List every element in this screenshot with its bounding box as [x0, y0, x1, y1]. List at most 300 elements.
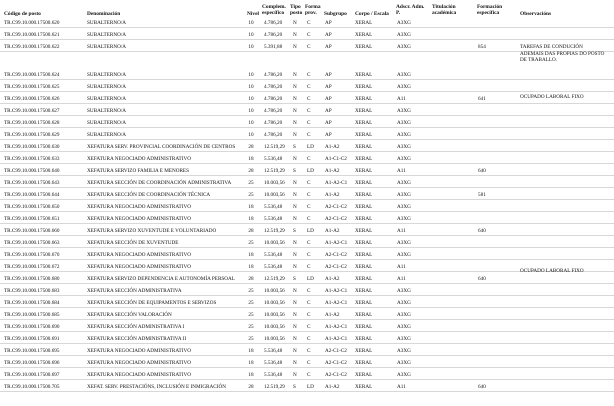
row-body: XERAL — [355, 384, 373, 390]
row-denomination: SUBALTERNO/A — [87, 32, 127, 38]
row-subgroup: A1-A2 — [325, 312, 340, 318]
row-adscription: A3XG — [397, 240, 411, 246]
row-code: TR.C99.10.000.17500.627 — [4, 108, 60, 114]
row-complement: 5.536,48 — [264, 348, 283, 354]
row-provision: C — [307, 336, 311, 342]
row-adscription: A3XG — [397, 108, 411, 114]
table-row — [0, 251, 614, 260]
row-complement: 4.786,20 — [264, 20, 283, 26]
table-row — [0, 371, 614, 380]
row-provision: C — [307, 20, 311, 26]
row-adscription: A3XG — [397, 180, 411, 186]
row-complement: 5.536,48 — [264, 252, 283, 258]
row-code: TR.C99.10.000.17500.624 — [4, 72, 60, 78]
row-body: XERAL — [355, 32, 373, 38]
row-complement: 10.003,56 — [264, 192, 285, 198]
row-complement: 4.786,20 — [264, 120, 283, 126]
row-complement: 5.536,48 — [264, 216, 283, 222]
row-provision: C — [307, 312, 311, 318]
row-subgroup: A2-C1-C2 — [325, 348, 347, 354]
row-level: 28 — [248, 276, 254, 282]
row-code: TR.C99.10.000.17500.660 — [4, 228, 60, 234]
row-type: N — [293, 180, 297, 186]
row-provision: C — [307, 216, 311, 222]
header-complemento: Complem. específico — [262, 4, 286, 16]
row-complement: 4.786,20 — [264, 32, 283, 38]
row-complement: 10.003,56 — [264, 324, 285, 330]
row-subgroup: A1-A2 — [325, 144, 340, 150]
row-provision: C — [307, 44, 311, 50]
table-row — [0, 19, 614, 28]
row-code: TR.C99.10.000.17500.625 — [4, 84, 60, 90]
row-level: 28 — [248, 384, 254, 390]
row-level: 10 — [248, 84, 254, 90]
row-subgroup: AP — [325, 96, 332, 102]
row-training: 581 — [478, 192, 486, 198]
row-code: TR.C99.10.000.17500.680 — [4, 276, 60, 282]
row-body: XERAL — [355, 144, 373, 150]
row-level: 10 — [248, 44, 254, 50]
row-adscription: A11 — [397, 264, 406, 270]
row-complement: 12.519,29 — [264, 168, 285, 174]
header-titulacion: Titulación académica — [432, 4, 457, 16]
row-provision: C — [307, 108, 311, 114]
row-complement: 12.519,29 — [264, 384, 285, 390]
row-denomination: XEFATURA SECCIÓN ADMINISTRATIVA I — [87, 324, 185, 330]
row-code: TR.C99.10.000.17500.640 — [4, 168, 60, 174]
row-adscription: A3XG — [397, 44, 411, 50]
table-row — [0, 311, 614, 320]
row-code: TR.C99.10.000.17500.670 — [4, 252, 60, 258]
row-type: N — [293, 252, 297, 258]
header-subgrupo: Subgrupo — [324, 11, 347, 17]
row-complement: 12.519,29 — [264, 228, 285, 234]
row-type: S — [293, 144, 296, 150]
row-level: 25 — [248, 288, 254, 294]
row-code: TR.C99.10.000.17500.633 — [4, 156, 60, 162]
row-subgroup: AP — [325, 120, 332, 126]
row-complement: 10.003,56 — [264, 336, 285, 342]
row-denomination: XEFATURA SERV. PROVINCIAL COORDINACIÓN DE CENTROS — [87, 144, 236, 150]
row-body: XERAL — [355, 324, 373, 330]
row-denomination: XEFATURA SECCIÓN DE COORDINACIÓN ADMINISTRATIVA — [87, 180, 232, 186]
row-denomination: XEFATURA SECCIÓN ADMINISTRATIVA — [87, 288, 182, 294]
row-provision: C — [307, 32, 311, 38]
row-denomination: XEFATURA NEGOCIADO ADMINISTRATIVO — [87, 264, 191, 270]
row-type: S — [293, 276, 296, 282]
row-code: TR.C99.10.000.17500.626 — [4, 96, 60, 102]
row-subgroup: AP — [325, 132, 332, 138]
row-level: 18 — [248, 204, 254, 210]
header-denominacion: Denominación — [87, 11, 121, 17]
row-denomination: XEFATURA SECCIÓN VALORACIÓN — [87, 312, 172, 318]
table-row — [0, 239, 614, 248]
row-type: N — [293, 324, 297, 330]
row-subgroup: A1-A2 — [325, 384, 340, 390]
row-denomination: XEFAT. SERV. PRESTACIÓNS, INCLUSIÓN E INMIGRACIÓN — [87, 384, 226, 390]
row-level: 10 — [248, 132, 254, 138]
row-body: XERAL — [355, 360, 373, 366]
row-body: XERAL — [355, 300, 373, 306]
row-level: 18 — [248, 216, 254, 222]
header-corpo: Corpo / Escala — [355, 11, 389, 17]
row-body: XERAL — [355, 120, 373, 126]
table-row — [0, 359, 614, 368]
row-training: 640 — [478, 276, 486, 282]
row-provision: LD — [307, 384, 314, 390]
row-adscription: A3XG — [397, 32, 411, 38]
row-body: XERAL — [355, 348, 373, 354]
row-denomination: SUBALTERNO/A — [87, 120, 127, 126]
row-complement: 12.519,29 — [264, 144, 285, 150]
header-tipo: Tipo posto — [290, 4, 303, 16]
row-provision: C — [307, 240, 311, 246]
row-type: N — [293, 288, 297, 294]
observation-line: DE TRABALLO. — [520, 57, 558, 63]
table-row — [0, 131, 614, 140]
row-training: 640 — [478, 228, 486, 234]
table-row — [0, 143, 614, 152]
row-denomination: XEFATURA SERVIZO DEPENDENCIA E AUTONOMÍA PERSOAL — [87, 276, 235, 282]
row-subgroup: A1-C1-C2 — [325, 156, 347, 162]
table-row — [0, 155, 614, 164]
row-provision: C — [307, 84, 311, 90]
row-training: 640 — [478, 384, 486, 390]
table-row — [0, 83, 614, 92]
row-complement: 10.003,56 — [264, 312, 285, 318]
row-complement: 4.786,20 — [264, 132, 283, 138]
row-provision: C — [307, 252, 311, 258]
row-adscription: A11 — [397, 168, 406, 174]
row-body: XERAL — [355, 20, 373, 26]
row-level: 28 — [248, 168, 254, 174]
row-subgroup: A1-A2-C1 — [325, 324, 348, 330]
row-subgroup: A1-A2-C1 — [325, 336, 348, 342]
table-row — [0, 215, 614, 224]
row-code: TR.C99.10.000.17500.691 — [4, 336, 60, 342]
row-code: TR.C99.10.000.17500.663 — [4, 240, 60, 246]
row-training: 640 — [478, 168, 486, 174]
row-level: 10 — [248, 108, 254, 114]
row-body: XERAL — [355, 168, 373, 174]
row-denomination: SUBALTERNO/A — [87, 84, 127, 90]
row-type: S — [293, 228, 296, 234]
row-type: N — [293, 120, 297, 126]
row-subgroup: AP — [325, 20, 332, 26]
row-provision: C — [307, 300, 311, 306]
row-denomination: XEFATURA SERVIZO FAMILIA E MENORES — [87, 168, 189, 174]
row-complement: 4.786,20 — [264, 84, 283, 90]
table-row — [0, 119, 614, 128]
table-row — [0, 227, 614, 236]
row-type: N — [293, 84, 297, 90]
table-row — [0, 287, 614, 296]
row-adscription: A3XG — [397, 72, 411, 78]
row-subgroup: AP — [325, 44, 332, 50]
row-provision: C — [307, 324, 311, 330]
row-body: XERAL — [355, 252, 373, 258]
row-level: 10 — [248, 20, 254, 26]
row-body: XERAL — [355, 216, 373, 222]
row-level: 10 — [248, 96, 254, 102]
row-adscription: A11 — [397, 228, 406, 234]
row-subgroup: A1-A2-C1 — [325, 288, 348, 294]
table-row — [0, 275, 614, 284]
row-adscription: A3XG — [397, 336, 411, 342]
row-subgroup: AP — [325, 32, 332, 38]
row-body: XERAL — [355, 288, 373, 294]
row-level: 25 — [248, 312, 254, 318]
table-row — [0, 299, 614, 308]
row-complement: 4.786,20 — [264, 72, 283, 78]
row-body: XERAL — [355, 240, 373, 246]
row-complement: 10.003,56 — [264, 240, 285, 246]
row-level: 25 — [248, 240, 254, 246]
table-row — [0, 167, 614, 176]
row-provision: C — [307, 156, 311, 162]
row-subgroup: A2-C1-C2 — [325, 372, 347, 378]
row-type: N — [293, 372, 297, 378]
row-type: N — [293, 360, 297, 366]
table-row — [0, 383, 614, 392]
row-adscription: A3XG — [397, 312, 411, 318]
row-subgroup: AP — [325, 108, 332, 114]
header-codigo: Código de posto — [4, 11, 41, 17]
row-code: TR.C99.10.000.17500.629 — [4, 132, 60, 138]
row-type: N — [293, 32, 297, 38]
row-training: 641 — [478, 96, 486, 102]
row-denomination: XEFATURA NEGOCIADO ADMINISTRATIVO — [87, 372, 191, 378]
row-complement: 4.786,20 — [264, 108, 283, 114]
row-body: XERAL — [355, 84, 373, 90]
header-formacion: Formación específica — [477, 4, 503, 16]
row-body: XERAL — [355, 228, 373, 234]
row-level: 25 — [248, 324, 254, 330]
row-provision: C — [307, 348, 311, 354]
table-row — [0, 191, 614, 200]
row-code: TR.C99.10.000.17500.672 — [4, 264, 60, 270]
row-level: 18 — [248, 156, 254, 162]
row-denomination: SUBALTERNO/A — [87, 108, 127, 114]
row-level: 18 — [248, 360, 254, 366]
row-body: XERAL — [355, 264, 373, 270]
row-type: N — [293, 240, 297, 246]
row-type: N — [293, 132, 297, 138]
row-code: TR.C99.10.000.17500.651 — [4, 216, 60, 222]
row-body: XERAL — [355, 336, 373, 342]
row-level: 18 — [248, 252, 254, 258]
row-adscription: A3XG — [397, 120, 411, 126]
row-type: N — [293, 204, 297, 210]
row-subgroup: A1-A2 — [325, 276, 340, 282]
row-type: N — [293, 108, 297, 114]
header-forma: Forma prov. — [305, 4, 321, 16]
row-code: TR.C99.10.000.17500.684 — [4, 300, 60, 306]
row-denomination: XEFATURA NEGOCIADO ADMINISTRATIVO — [87, 156, 191, 162]
row-training: 854 — [478, 44, 486, 50]
row-provision: LD — [307, 168, 314, 174]
row-complement: 10.003,56 — [264, 300, 285, 306]
row-complement: 5.391,88 — [264, 44, 283, 50]
row-code: TR.C99.10.000.17500.685 — [4, 312, 60, 318]
row-denomination: SUBALTERNO/A — [87, 20, 127, 26]
row-complement: 5.536,48 — [264, 204, 283, 210]
row-type: N — [293, 264, 297, 270]
row-adscription: A3XG — [397, 360, 411, 366]
row-type: N — [293, 156, 297, 162]
table-row — [0, 71, 614, 80]
row-code: TR.C99.10.000.17500.622 — [4, 44, 60, 50]
observation-line: TAREFAS DE CONDUCIÓN — [520, 44, 583, 50]
row-denomination: XEFATURA SECCIÓN DE COORDINACIÓN TÉCNICA — [87, 192, 211, 198]
table-row — [0, 179, 614, 188]
observation-line: OCUPADO LABORAL FIXO — [520, 268, 584, 274]
row-adscription: A3XG — [397, 192, 411, 198]
row-denomination: XEFATURA NEGOCIADO ADMINISTRATIVO — [87, 252, 191, 258]
row-provision: C — [307, 360, 311, 366]
row-adscription: A3XG — [397, 288, 411, 294]
row-subgroup: A1-A2 — [325, 228, 340, 234]
row-body: XERAL — [355, 72, 373, 78]
row-subgroup: A1-A2-C1 — [325, 240, 348, 246]
row-provision: C — [307, 288, 311, 294]
row-complement: 12.519,29 — [264, 276, 285, 282]
row-adscription: A3XG — [397, 204, 411, 210]
row-subgroup: AP — [325, 84, 332, 90]
row-complement: 10.003,56 — [264, 288, 285, 294]
row-provision: C — [307, 96, 311, 102]
row-code: TR.C99.10.000.17500.695 — [4, 348, 60, 354]
row-adscription: A3XG — [397, 324, 411, 330]
row-denomination: SUBALTERNO/A — [87, 96, 127, 102]
row-level: 10 — [248, 32, 254, 38]
row-adscription: A3XG — [397, 300, 411, 306]
header-observacions: Observacións — [520, 11, 552, 17]
row-provision: C — [307, 120, 311, 126]
row-code: TR.C99.10.000.17500.630 — [4, 144, 60, 150]
row-subgroup: A2-C1-C2 — [325, 264, 347, 270]
row-subgroup: A2-C1-C2 — [325, 252, 347, 258]
row-code: TR.C99.10.000.17500.621 — [4, 32, 60, 38]
row-provision: C — [307, 372, 311, 378]
row-subgroup: A2-C1-C2 — [325, 216, 347, 222]
row-type: N — [293, 72, 297, 78]
row-denomination: XEFATURA NEGOCIADO ADMINISTRATIVO — [87, 360, 191, 366]
row-subgroup: A1-A2 — [325, 168, 340, 174]
row-complement: 5.536,48 — [264, 360, 283, 366]
row-level: 25 — [248, 192, 254, 198]
row-level: 28 — [248, 144, 254, 150]
row-adscription: A11 — [397, 96, 406, 102]
row-subgroup: A2-C1-C2 — [325, 360, 347, 366]
header-nivel: Nivel — [247, 11, 259, 17]
row-provision: LD — [307, 276, 314, 282]
row-subgroup: AP — [325, 72, 332, 78]
table-row — [0, 107, 614, 116]
row-denomination: XEFATURA NEGOCIADO ADMINISTRATIVO — [87, 216, 191, 222]
row-adscription: A3XG — [397, 372, 411, 378]
row-provision: C — [307, 204, 311, 210]
row-denomination: XEFATURA NEGOCIADO ADMINISTRATIVO — [87, 204, 191, 210]
table-row — [0, 335, 614, 344]
row-adscription: A11 — [397, 276, 406, 282]
row-body: XERAL — [355, 180, 373, 186]
row-body: XERAL — [355, 156, 373, 162]
row-type: N — [293, 96, 297, 102]
row-denomination: XEFATURA SERVIZO XUVENTUDE E VOLUNTARIADO — [87, 228, 217, 234]
row-provision: C — [307, 132, 311, 138]
row-adscription: A3XG — [397, 144, 411, 150]
row-subgroup: A2-C1-C2 — [325, 204, 347, 210]
row-level: 18 — [248, 348, 254, 354]
row-complement: 10.003,56 — [264, 180, 285, 186]
row-provision: C — [307, 72, 311, 78]
row-level: 28 — [248, 228, 254, 234]
row-type: N — [293, 348, 297, 354]
row-adscription: A3XG — [397, 84, 411, 90]
row-body: XERAL — [355, 192, 373, 198]
row-provision: C — [307, 180, 311, 186]
row-denomination: XEFATURA SECCIÓN ADMINISTRATIVA II — [87, 336, 187, 342]
row-complement: 4.786,20 — [264, 96, 283, 102]
row-adscription: A3XG — [397, 156, 411, 162]
row-level: 25 — [248, 300, 254, 306]
row-body: XERAL — [355, 276, 373, 282]
observation-conducion — [520, 44, 604, 64]
row-code: TR.C99.10.000.17500.620 — [4, 20, 60, 26]
observation-line: OCUPADO LABORAL FIXO — [520, 94, 584, 100]
row-level: 10 — [248, 72, 254, 78]
table-row — [0, 347, 614, 356]
row-type: N — [293, 336, 297, 342]
row-body: XERAL — [355, 96, 373, 102]
row-code: TR.C99.10.000.17500.628 — [4, 120, 60, 126]
row-body: XERAL — [355, 204, 373, 210]
row-code: TR.C99.10.000.17500.697 — [4, 372, 60, 378]
observation-line: ADEMAIS DAS PROPIAS DO POSTO — [520, 50, 605, 57]
row-type: N — [293, 312, 297, 318]
row-code: TR.C99.10.000.17500.690 — [4, 324, 60, 330]
row-subgroup: A1-A2-C1 — [325, 180, 348, 186]
row-code: TR.C99.10.000.17500.705 — [4, 384, 60, 390]
table-row — [0, 203, 614, 212]
row-subgroup: A1-A2-C1 — [325, 300, 348, 306]
row-provision: C — [307, 264, 311, 270]
row-code: TR.C99.10.000.17500.643 — [4, 180, 60, 186]
row-complement: 5.536,48 — [264, 156, 283, 162]
row-denomination: SUBALTERNO/A — [87, 132, 127, 138]
row-complement: 5.536,48 — [264, 264, 283, 270]
row-body: XERAL — [355, 44, 373, 50]
observation-laboral-fixo-1 — [520, 94, 584, 101]
row-code: TR.C99.10.000.17500.683 — [4, 288, 60, 294]
table-row — [0, 31, 614, 40]
row-level: 18 — [248, 264, 254, 270]
row-level: 25 — [248, 180, 254, 186]
row-adscription: A3XG — [397, 252, 411, 258]
table-row — [0, 323, 614, 332]
row-code: TR.C99.10.000.17500.650 — [4, 204, 60, 210]
row-complement: 5.536,48 — [264, 372, 283, 378]
row-denomination: XEFATURA SECCIÓN DE XUVENTUDE — [87, 240, 179, 246]
observation-laboral-fixo-2 — [520, 268, 584, 275]
row-adscription: A3XG — [397, 348, 411, 354]
row-type: S — [293, 384, 296, 390]
row-provision: C — [307, 192, 311, 198]
row-denomination: XEFATURA NEGOCIADO ADMINISTRATIVO — [87, 348, 191, 354]
row-denomination: XEFATURA SECCIÓN DE EQUIPAMENTOS E SERVIZOS — [87, 300, 217, 306]
row-adscription: A3XG — [397, 216, 411, 222]
